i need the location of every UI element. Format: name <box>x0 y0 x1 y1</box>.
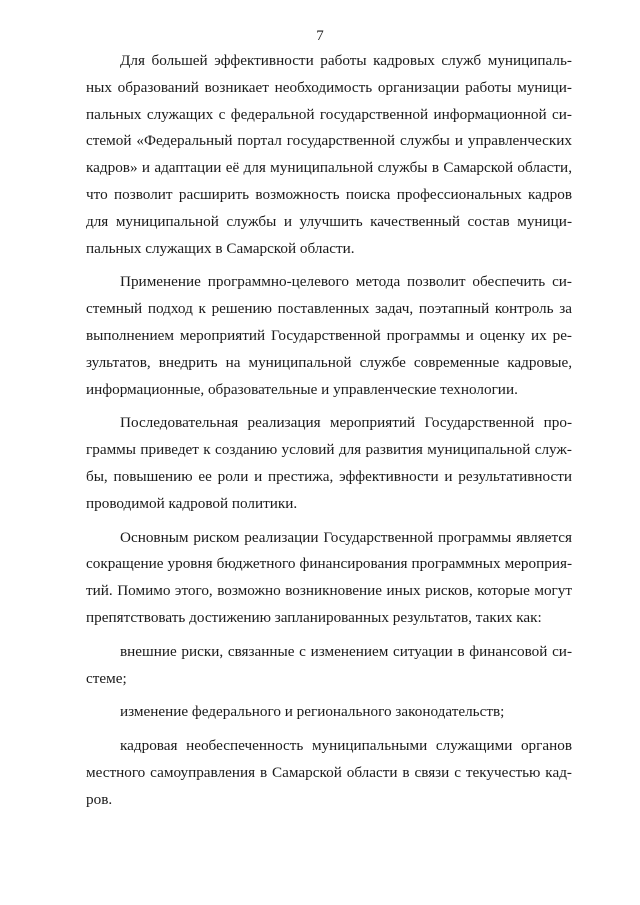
paragraph <box>86 410 572 517</box>
text-line: изменение федерального и регионального законодательств; <box>120 703 505 721</box>
text-line: пальных служащих в Самарской области. <box>86 239 355 257</box>
text-line: информационные, образовательные и управленческие технологии. <box>86 380 518 398</box>
text-line: стемный подход к решению поставленных задач, поэтапный контроль за <box>86 300 572 318</box>
text-line: стемой «Федеральный портал государственной службы и управленческих <box>86 132 572 150</box>
text-line: внешние риски, связанные с изменением ситуации в финансовой си- <box>120 642 572 660</box>
text-line: препятствовать достижению запланированных результатов, таких как: <box>86 608 542 626</box>
paragraph <box>86 733 572 813</box>
text-line: ров. <box>86 790 113 808</box>
text-line: проводимой кадровой политики. <box>86 494 298 512</box>
text-line: граммы приведет к созданию условий для развития муниципальной служ- <box>86 441 572 459</box>
paragraph <box>86 525 572 632</box>
text-line: Последовательная реализация мероприятий Государственной про- <box>120 414 572 432</box>
text-line: что позволит расширить возможность поиска профессиональных кадров <box>86 185 572 203</box>
text-line: для муниципальной службы и улучшить качественный состав муници- <box>86 212 572 230</box>
text-line: бы, повышению ее роли и престижа, эффективности и результативности <box>86 467 572 485</box>
text-line: Для большей эффективности работы кадровых служб муниципаль- <box>120 52 572 69</box>
text-line: пальных служащих с федеральной государственной информационной си- <box>86 105 572 123</box>
text-line: выполнением мероприятий Государственной программы и оценку их ре- <box>86 326 572 344</box>
paragraph <box>86 699 572 726</box>
paragraph <box>86 269 572 403</box>
paragraph <box>86 48 572 262</box>
text-line: Применение программно-целевого метода позволит обеспечить си- <box>120 273 572 291</box>
text-line: Основным риском реализации Государственной программы является <box>120 528 572 546</box>
text-line: ных образований возникает необходимость организации работы муници- <box>86 78 572 96</box>
document-body <box>86 48 572 821</box>
text-line: местного самоуправления в Самарской области в связи с текучестью кад- <box>86 763 572 781</box>
text-line: зультатов, внедрить на муниципальной службе современные кадровые, <box>86 353 572 371</box>
page-number: 7 <box>316 28 324 44</box>
text-line: сокращение уровня бюджетного финансирования программных мероприя- <box>86 555 572 573</box>
text-line: кадров» и адаптации её для муниципальной службы в Самарской области, <box>86 159 572 177</box>
text-line: тий. Помимо этого, возможно возникновение иных рисков, которые могут <box>86 582 572 600</box>
paragraph <box>86 639 572 693</box>
text-line: стеме; <box>86 669 127 687</box>
text-line: кадровая необеспеченность муниципальными служащими органов <box>120 737 572 755</box>
